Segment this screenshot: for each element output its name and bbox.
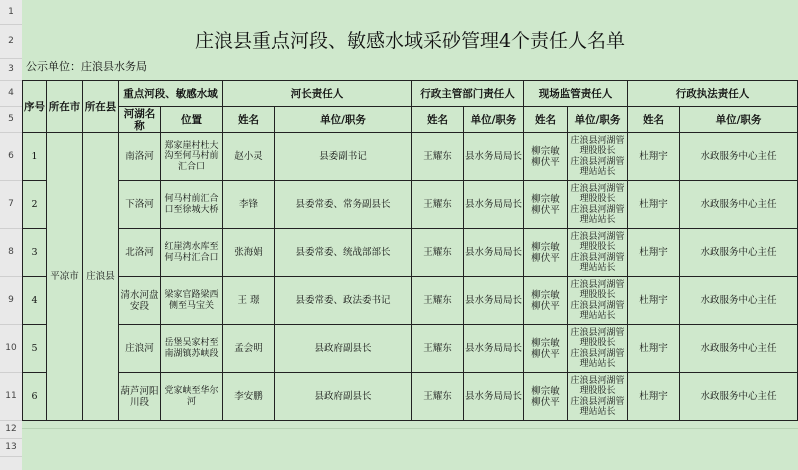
cell-enf-unit[interactable]: 水政服务中心主任: [680, 277, 798, 325]
cell-admin-unit[interactable]: 县水务局局长: [464, 325, 524, 373]
cell-enf-name[interactable]: 杜翔宇: [628, 181, 680, 229]
row-number[interactable]: 1: [8, 7, 14, 17]
cell-admin-unit[interactable]: 县水务局局长: [464, 229, 524, 277]
grid-line: [22, 428, 798, 429]
row-number[interactable]: 7: [8, 199, 14, 209]
cell-chief-name[interactable]: 赵小灵: [223, 133, 275, 181]
row-number[interactable]: 11: [5, 391, 17, 401]
header-enforce[interactable]: 行政执法责任人: [628, 81, 798, 107]
cell-admin-name[interactable]: 王耀东: [412, 277, 464, 325]
header-admin-unit[interactable]: 单位/职务: [464, 107, 524, 133]
row-number-gutter[interactable]: [0, 0, 23, 470]
header-row-1: [23, 81, 798, 107]
cell-chief-name[interactable]: 李锋: [223, 181, 275, 229]
cell-admin-name[interactable]: 王耀东: [412, 133, 464, 181]
row-number[interactable]: 8: [8, 247, 14, 257]
cell-location[interactable]: 岳堡吴家村至南湖镇苏峡段: [161, 325, 223, 373]
spreadsheet-area[interactable]: [22, 0, 798, 470]
row-number[interactable]: 4: [8, 88, 14, 98]
cell-admin-unit[interactable]: 县水务局局长: [464, 133, 524, 181]
cell-chief-name[interactable]: 王 璟: [223, 277, 275, 325]
cell-chief-name[interactable]: 李安鹏: [223, 373, 275, 421]
row-number[interactable]: 3: [8, 64, 14, 74]
cell-onsite-unit[interactable]: 庄浪县河湖管理股股长 庄浪县河湖管理站站长: [568, 325, 628, 373]
cell-river[interactable]: 北洛河: [119, 229, 161, 277]
cell-enf-unit[interactable]: 水政服务中心主任: [680, 325, 798, 373]
cell-seq[interactable]: 6: [23, 373, 47, 421]
header-chief-name[interactable]: 姓名: [223, 107, 275, 133]
header-chief-unit[interactable]: 单位/职务: [275, 107, 412, 133]
header-seq[interactable]: 序号: [23, 81, 47, 133]
cell-onsite-name[interactable]: 柳宗敏 柳伏平: [524, 181, 568, 229]
cell-enf-unit[interactable]: 水政服务中心主任: [680, 373, 798, 421]
cell-onsite-name[interactable]: 柳宗敏 柳伏平: [524, 373, 568, 421]
cell-city[interactable]: 平凉市: [47, 133, 83, 421]
table-row: [23, 373, 798, 421]
cell-enf-unit[interactable]: 水政服务中心主任: [680, 229, 798, 277]
cell-admin-name[interactable]: 王耀东: [412, 181, 464, 229]
cell-onsite-unit[interactable]: 庄浪县河湖管理股股长 庄浪县河湖管理站站长: [568, 181, 628, 229]
header-county[interactable]: 所在县: [83, 81, 119, 133]
sheet-title[interactable]: 庄浪县重点河段、敏感水域采砂管理4个责任人名单: [194, 30, 626, 52]
header-onsite-unit[interactable]: 单位/职务: [568, 107, 628, 133]
table-row: [23, 229, 798, 277]
cell-onsite-name[interactable]: 柳宗敏 柳伏平: [524, 229, 568, 277]
cell-river[interactable]: 南洛河: [119, 133, 161, 181]
cell-admin-name[interactable]: 王耀东: [412, 229, 464, 277]
table-row: [23, 325, 798, 373]
cell-chief-unit[interactable]: 县委常委、政法委书记: [275, 277, 412, 325]
cell-chief-unit[interactable]: 县政府副县长: [275, 373, 412, 421]
cell-location[interactable]: 党家峡至华尔河: [161, 373, 223, 421]
cell-admin-unit[interactable]: 县水务局局长: [464, 181, 524, 229]
row-number[interactable]: 13: [5, 442, 17, 452]
cell-onsite-unit[interactable]: 庄浪县河湖管理股股长 庄浪县河湖管理站站长: [568, 133, 628, 181]
header-enf-name[interactable]: 姓名: [628, 107, 680, 133]
publisher-line[interactable]: 公示单位：庄浪县水务局: [26, 60, 147, 73]
cell-river[interactable]: 葫芦河阳川段: [119, 373, 161, 421]
cell-location[interactable]: 何马村前汇合口至徐城大桥: [161, 181, 223, 229]
table-row: [23, 133, 798, 181]
cell-enf-name[interactable]: 杜翔宇: [628, 277, 680, 325]
cell-chief-unit[interactable]: 县委常委、常务副县长: [275, 181, 412, 229]
header-lake-name[interactable]: 河湖名称: [119, 107, 161, 133]
cell-onsite-name[interactable]: 柳宗敏 柳伏平: [524, 133, 568, 181]
cell-river[interactable]: 下洛河: [119, 181, 161, 229]
header-onsite-name[interactable]: 姓名: [524, 107, 568, 133]
row-number[interactable]: 10: [5, 343, 17, 353]
table-row: [23, 277, 798, 325]
header-river-chief[interactable]: 河长责任人: [223, 81, 412, 107]
cell-chief-name[interactable]: 张海娟: [223, 229, 275, 277]
header-admin-name[interactable]: 姓名: [412, 107, 464, 133]
cell-enf-name[interactable]: 杜翔宇: [628, 325, 680, 373]
row-number[interactable]: 12: [5, 424, 17, 434]
cell-chief-unit[interactable]: 县委副书记: [275, 133, 412, 181]
cell-enf-name[interactable]: 杜翔宇: [628, 133, 680, 181]
cell-river[interactable]: 庄浪河: [119, 325, 161, 373]
cell-chief-unit[interactable]: 县政府副县长: [275, 325, 412, 373]
cell-enf-name[interactable]: 杜翔宇: [628, 373, 680, 421]
cell-chief-unit[interactable]: 县委常委、统战部部长: [275, 229, 412, 277]
cell-onsite-unit[interactable]: 庄浪县河湖管理股股长 庄浪县河湖管理站站长: [568, 277, 628, 325]
row-number[interactable]: 2: [8, 36, 14, 46]
cell-enf-unit[interactable]: 水政服务中心主任: [680, 133, 798, 181]
cell-seq[interactable]: 4: [23, 277, 47, 325]
cell-onsite-name[interactable]: 柳宗敏 柳伏平: [524, 277, 568, 325]
header-onsite[interactable]: 现场监管责任人: [524, 81, 628, 107]
header-enf-unit[interactable]: 单位/职务: [680, 107, 798, 133]
cell-admin-name[interactable]: 王耀东: [412, 373, 464, 421]
cell-admin-unit[interactable]: 县水务局局长: [464, 373, 524, 421]
cell-admin-name[interactable]: 王耀东: [412, 325, 464, 373]
responsibility-table: [22, 80, 798, 421]
header-location[interactable]: 位置: [161, 107, 223, 133]
cell-seq[interactable]: 5: [23, 325, 47, 373]
cell-enf-name[interactable]: 杜翔宇: [628, 229, 680, 277]
cell-location[interactable]: 梁家官路梁西侧至马宝关: [161, 277, 223, 325]
cell-chief-name[interactable]: 孟会明: [223, 325, 275, 373]
cell-onsite-unit[interactable]: 庄浪县河湖管理股股长 庄浪县河湖管理站站长: [568, 229, 628, 277]
header-row-2: [23, 107, 798, 133]
cell-location[interactable]: 红崖湾水库至何马村汇合口: [161, 229, 223, 277]
header-admin-dept[interactable]: 行政主管部门责任人: [412, 81, 524, 107]
cell-onsite-unit[interactable]: 庄浪县河湖管理股股长 庄浪县河湖管理站站长: [568, 373, 628, 421]
table-body: [23, 133, 798, 421]
cell-county[interactable]: 庄浪县: [83, 133, 119, 421]
row-divider: [0, 456, 22, 457]
cell-admin-unit[interactable]: 县水务局局长: [464, 277, 524, 325]
row-number[interactable]: 5: [8, 114, 14, 124]
cell-seq[interactable]: 3: [23, 229, 47, 277]
cell-location[interactable]: 郑家崖村杜大沟至何马村前汇合口: [161, 133, 223, 181]
header-city[interactable]: 所在市: [47, 81, 83, 133]
cell-onsite-name[interactable]: 柳宗敏 柳伏平: [524, 325, 568, 373]
header-key-river[interactable]: 重点河段、敏感水域: [119, 81, 223, 107]
cell-enf-unit[interactable]: 水政服务中心主任: [680, 181, 798, 229]
cell-seq[interactable]: 2: [23, 181, 47, 229]
table-row: [23, 181, 798, 229]
row-number[interactable]: 6: [8, 151, 14, 161]
cell-seq[interactable]: 1: [23, 133, 47, 181]
row-number[interactable]: 9: [8, 295, 14, 305]
cell-river[interactable]: 清水河盘安段: [119, 277, 161, 325]
